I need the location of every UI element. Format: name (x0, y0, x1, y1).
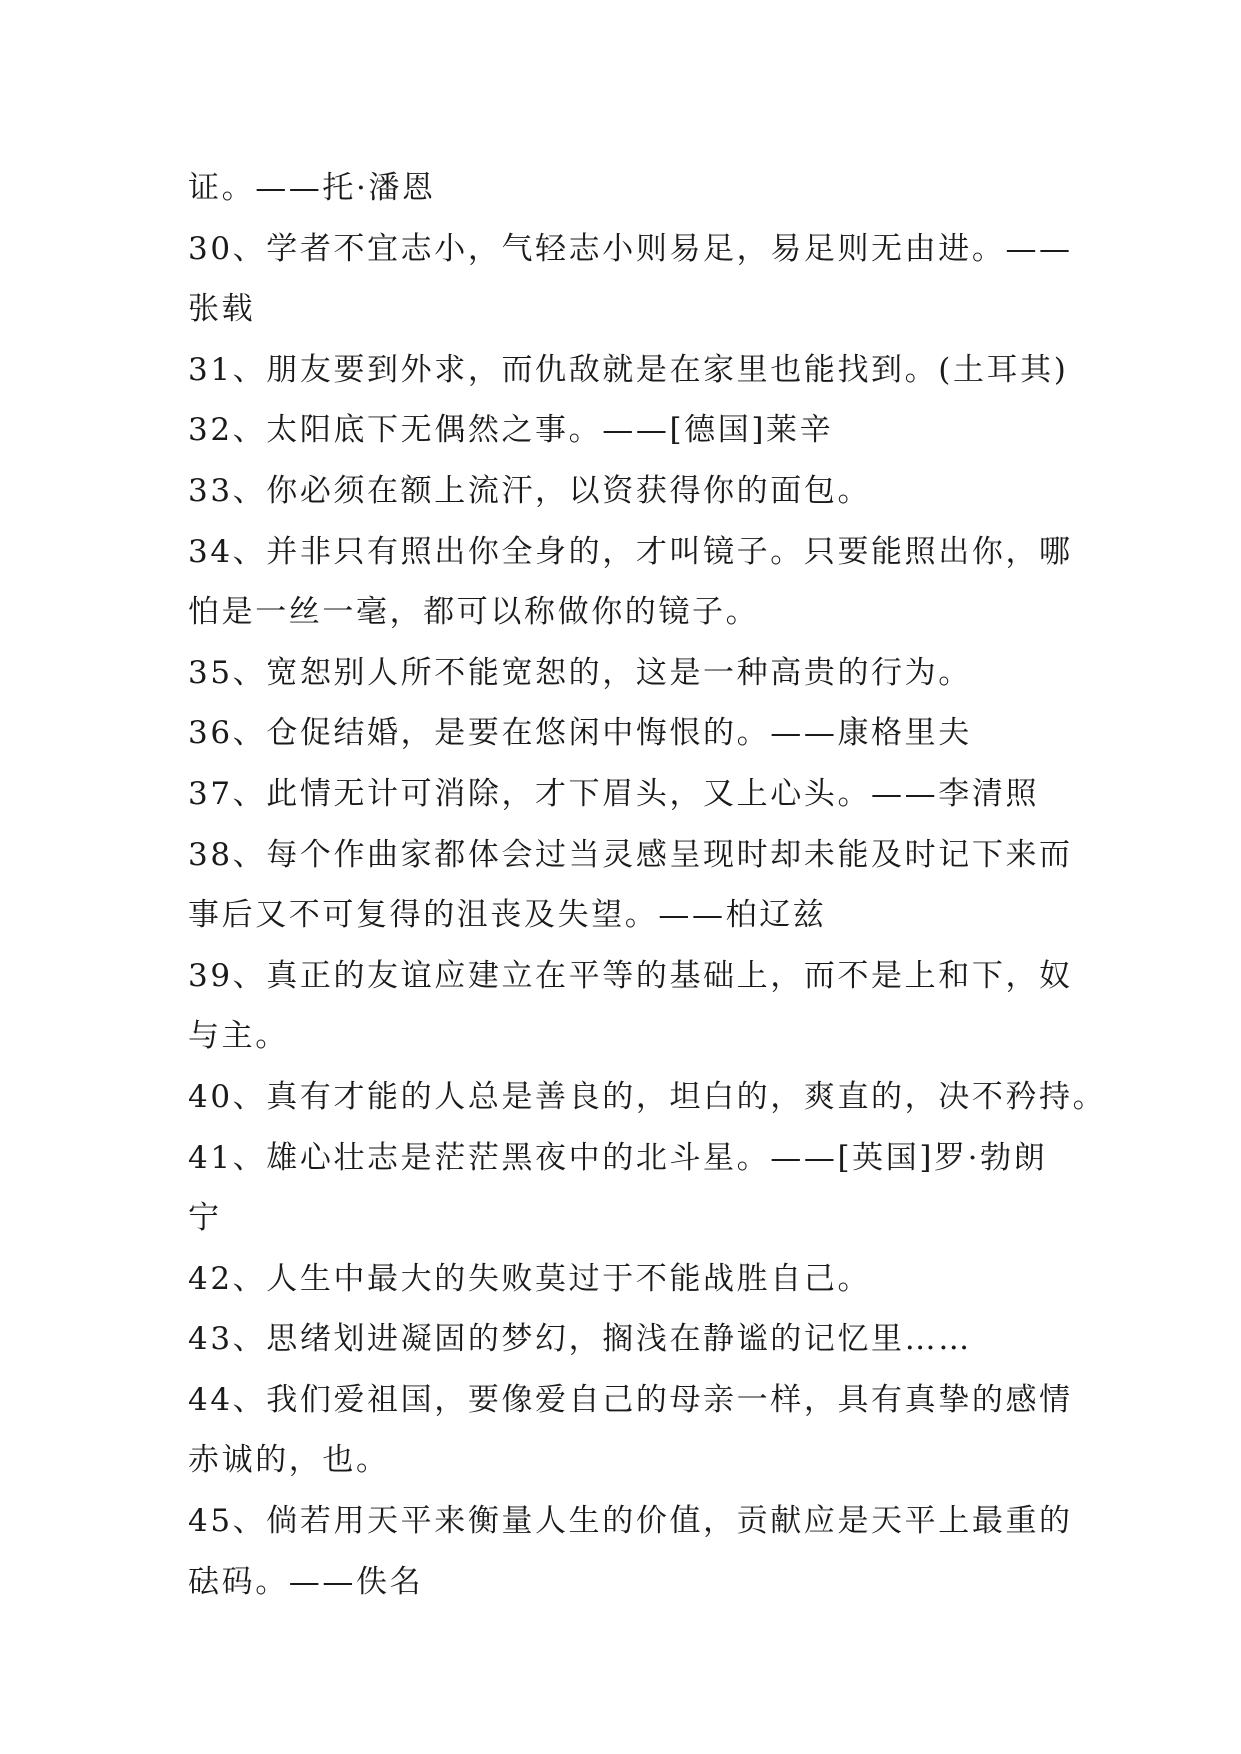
text-line: 40、真有才能的人总是善良的，坦白的，爽直的，决不矜持。 (188, 1078, 1107, 1115)
text-line: 39、真正的友谊应建立在平等的基础上，而不是上和下，奴 (188, 957, 1073, 994)
text-line: 证。——托·潘恩 (188, 170, 436, 206)
text-line: 36、仓促结婚，是要在悠闲中悔恨的。——康格里夫 (188, 715, 972, 752)
text-line: 34、并非只有照出你全身的，才叫镜子。只要能照出你，哪 (188, 533, 1073, 570)
text-line: 张载 (188, 291, 256, 328)
text-line: 与主。 (188, 1018, 289, 1055)
text-line: 37、此情无计可消除，才下眉头，又上心头。——李清照 (188, 775, 1040, 812)
quote-text-block (188, 158, 1107, 1612)
text-line: 31、朋友要到外求，而仇敌就是在家里也能找到。(土耳其) (188, 351, 1069, 388)
text-line: 38、每个作曲家都体会过当灵感呈现时却未能及时记下来而 (188, 836, 1073, 873)
text-line: 45、倘若用天平来衡量人生的价值，贡献应是天平上最重的 (188, 1503, 1073, 1540)
text-line: 33、你必须在额上流汗，以资获得你的面包。 (188, 472, 872, 509)
text-line: 事后又不可复得的沮丧及失望。——柏辽兹 (188, 897, 827, 934)
text-line: 35、宽恕别人所不能宽恕的，这是一种高贵的行为。 (188, 654, 972, 691)
text-line: 宁 (188, 1200, 222, 1237)
text-line: 砝码。——佚名 (188, 1563, 424, 1600)
text-line: 赤诚的，也。 (188, 1442, 390, 1479)
text-line: 怕是一丝一毫，都可以称做你的镜子。 (188, 594, 760, 631)
text-line: 41、雄心壮志是茫茫黑夜中的北斗星。——[英国]罗·勃朗 (188, 1139, 1048, 1176)
text-line: 44、我们爱祖国，要像爱自己的母亲一样，具有真挚的感情 (188, 1381, 1073, 1418)
text-line: 42、人生中最大的失败莫过于不能战胜自己。 (188, 1260, 872, 1297)
text-line: 30、学者不宜志小，气轻志小则易足，易足则无由进。—— (188, 230, 1073, 267)
text-line: 32、太阳底下无偶然之事。——[德国]莱辛 (188, 412, 834, 449)
text-line: 43、思绪划进凝固的梦幻，搁浅在静谧的记忆里…… (188, 1321, 972, 1358)
